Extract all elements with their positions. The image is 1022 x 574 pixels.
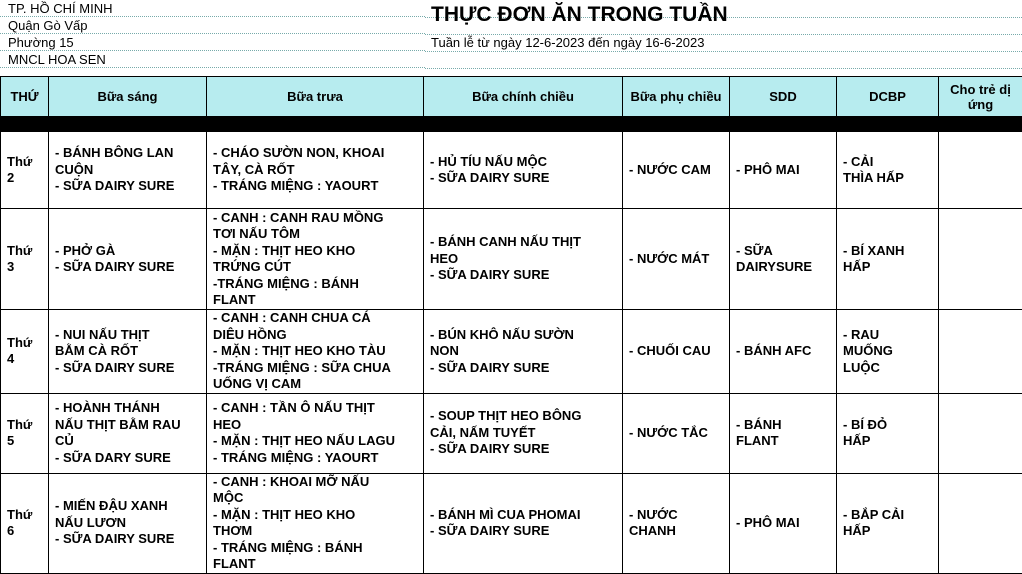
col-header-lunch: Bữa trưa <box>207 77 424 117</box>
separator-row <box>1 117 1022 132</box>
cell-line: - CANH : TẦN Ô NẤU THỊT <box>213 400 417 417</box>
cell-sdd <box>730 473 837 573</box>
cell-allergy <box>939 132 1022 209</box>
cell-line: HẤP <box>843 523 932 540</box>
cell-line: CỦ <box>55 433 200 450</box>
cell-breakfast <box>49 132 207 209</box>
cell-line: - CHÁO SƯỜN NON, KHOAI <box>213 145 417 162</box>
cell-line: - TRÁNG MIỆNG : YAOURT <box>213 450 417 467</box>
cell-line: - BÁNH BÔNG LAN <box>55 145 200 162</box>
col-header-day: THỨ <box>1 77 49 117</box>
cell-sdd <box>730 132 837 209</box>
cell-line: 2 <box>7 170 42 186</box>
cell-sdd <box>730 393 837 473</box>
cell-line: 5 <box>7 433 42 449</box>
cell-line: DAIRYSURE <box>736 259 830 276</box>
cell-line: Thứ <box>7 417 42 433</box>
cell-line: - SỮA <box>736 243 830 260</box>
cell-day <box>1 310 49 394</box>
cell-afternoon-main <box>424 473 623 573</box>
cell-line: CẢI, NẤM TUYẾT <box>430 425 616 442</box>
cell-afternoon-main <box>424 209 623 310</box>
cell-line: - BÚN KHÔ NẤU SƯỜN <box>430 327 616 344</box>
cell-line: THƠM <box>213 523 417 540</box>
cell-line: - HOÀNH THÁNH <box>55 400 200 417</box>
cell-day <box>1 209 49 310</box>
cell-line: Thứ <box>7 243 42 259</box>
week-range: Tuần lễ từ ngày 12-6-2023 đến ngày 16-6-2023 <box>431 35 704 50</box>
cell-breakfast <box>49 310 207 394</box>
cell-line: CHANH <box>629 523 723 540</box>
cell-line: - NUI NẤU THỊT <box>55 327 200 344</box>
cell-line: HẤP <box>843 259 932 276</box>
cell-line: - MẶN : THỊT HEO NẤU LAGU <box>213 433 417 450</box>
cell-line: - BÁNH MÌ CUA PHOMAI <box>430 507 616 524</box>
cell-line: - SỮA DAIRY SURE <box>55 531 200 548</box>
cell-line: - SỮA DAIRY SURE <box>430 523 616 540</box>
cell-line: - SỮA DAIRY SURE <box>55 360 200 377</box>
cell-line: - BÁNH <box>736 417 830 434</box>
cell-line: CUỘN <box>55 162 200 179</box>
cell-line: 4 <box>7 351 42 367</box>
cell-line: NON <box>430 343 616 360</box>
cell-line: -TRÁNG MIỆNG : SỮA CHUA <box>213 360 417 377</box>
cell-line: NẤU LƯƠN <box>55 515 200 532</box>
cell-line: - NƯỚC TẮC <box>629 425 723 442</box>
cell-day <box>1 393 49 473</box>
cell-afternoon-snack <box>623 393 730 473</box>
cell-breakfast <box>49 393 207 473</box>
cell-allergy <box>939 209 1022 310</box>
cell-line: THÌA HẤP <box>843 170 932 187</box>
cell-lunch <box>207 209 424 310</box>
cell-line: MUỐNG <box>843 343 932 360</box>
cell-sdd <box>730 209 837 310</box>
menu-table <box>0 76 1022 574</box>
cell-afternoon-main <box>424 393 623 473</box>
cell-allergy <box>939 473 1022 573</box>
cell-line: - NƯỚC CAM <box>629 162 723 179</box>
cell-line: - SỮA DAIRY SURE <box>430 441 616 458</box>
cell-line: - MẶN : THỊT HEO KHO <box>213 243 417 260</box>
cell-afternoon-main <box>424 132 623 209</box>
cell-line: DIÊU HỒNG <box>213 327 417 344</box>
cell-afternoon-snack <box>623 209 730 310</box>
cell-lunch <box>207 310 424 394</box>
cell-breakfast <box>49 209 207 310</box>
col-header-allergy: Cho trẻ dị ứng <box>939 77 1022 117</box>
cell-line: - BÁNH CANH NẤU THỊT <box>430 234 616 251</box>
cell-dcbp <box>837 310 939 394</box>
cell-afternoon-main <box>424 310 623 394</box>
cell-line: HEO <box>430 251 616 268</box>
cell-allergy <box>939 393 1022 473</box>
cell-line: TRỨNG CÚT <box>213 259 417 276</box>
cell-line: - BÍ ĐỎ <box>843 417 932 434</box>
cell-line: - PHÔ MAI <box>736 162 830 179</box>
cell-line: - TRÁNG MIỆNG : BÁNH <box>213 540 417 557</box>
cell-line: FLANT <box>213 556 417 573</box>
col-header-breakfast: Bữa sáng <box>49 77 207 117</box>
cell-line: - BÁNH AFC <box>736 343 830 360</box>
cell-line: - CHUỐI CAU <box>629 343 723 360</box>
cell-day <box>1 473 49 573</box>
cell-afternoon-snack <box>623 132 730 209</box>
cell-line: NẤU THỊT BẰM RAU <box>55 417 200 434</box>
cell-line: - SOUP THỊT HEO BÔNG <box>430 408 616 425</box>
cell-afternoon-snack <box>623 473 730 573</box>
header-district: Quận Gò Vấp <box>0 17 425 34</box>
cell-line: - SỮA DARY SURE <box>55 450 200 467</box>
cell-line: MỘC <box>213 490 417 507</box>
cell-line: - MẶN : THỊT HEO KHO TÀU <box>213 343 417 360</box>
cell-lunch <box>207 473 424 573</box>
table-row <box>1 209 1022 310</box>
header-school: MNCL HOA SEN <box>0 51 425 68</box>
cell-line: - HỦ TÍU NẤU MỘC <box>430 154 616 171</box>
cell-line: - MIẾN ĐẬU XANH <box>55 498 200 515</box>
cell-line: - SỮA DAIRY SURE <box>430 170 616 187</box>
cell-line: BẰM CÀ RỐT <box>55 343 200 360</box>
table-row <box>1 393 1022 473</box>
cell-line: TÂY, CÀ RỐT <box>213 162 417 179</box>
cell-dcbp <box>837 393 939 473</box>
page-title: THỰC ĐƠN ĂN TRONG TUẦN <box>431 3 728 27</box>
cell-line: - SỮA DAIRY SURE <box>430 267 616 284</box>
table-row <box>1 310 1022 394</box>
cell-line: - BÍ XANH <box>843 243 932 260</box>
col-header-afternoon-snack: Bữa phụ chiều <box>623 77 730 117</box>
cell-line: - CANH : CANH CHUA CÁ <box>213 310 417 327</box>
cell-sdd <box>730 310 837 394</box>
cell-line: LUỘC <box>843 360 932 377</box>
cell-line: - CANH : CANH RAU MỒNG <box>213 210 417 227</box>
cell-line: - PHÔ MAI <box>736 515 830 532</box>
table-header-row <box>1 77 1022 117</box>
cell-line: - CẢI <box>843 154 932 171</box>
cell-line: UỐNG VỊ CAM <box>213 376 417 393</box>
cell-line: HEO <box>213 417 417 434</box>
cell-allergy <box>939 310 1022 394</box>
cell-line: - PHỞ GÀ <box>55 243 200 260</box>
cell-line: - MẶN : THỊT HEO KHO <box>213 507 417 524</box>
table-row <box>1 473 1022 573</box>
col-header-afternoon-main: Bữa chính chiều <box>424 77 623 117</box>
cell-line: HẤP <box>843 433 932 450</box>
header-ward: Phường 15 <box>0 34 425 51</box>
cell-afternoon-snack <box>623 310 730 394</box>
cell-line: - TRÁNG MIỆNG : YAOURT <box>213 178 417 195</box>
cell-line: -TRÁNG MIỆNG : BÁNH <box>213 276 417 293</box>
cell-line: Thứ <box>7 507 42 523</box>
cell-line: 6 <box>7 523 42 539</box>
cell-line: TƠI NẤU TÔM <box>213 226 417 243</box>
cell-breakfast <box>49 473 207 573</box>
header-location-block <box>0 0 425 68</box>
cell-line: - NƯỚC <box>629 507 723 524</box>
table-row <box>1 132 1022 209</box>
cell-lunch <box>207 393 424 473</box>
cell-dcbp <box>837 209 939 310</box>
cell-line: - RAU <box>843 327 932 344</box>
cell-dcbp <box>837 132 939 209</box>
col-header-sdd: SDD <box>730 77 837 117</box>
cell-line: FLANT <box>213 292 417 309</box>
cell-line: - CANH : KHOAI MỠ NẤU <box>213 474 417 491</box>
cell-line: - NƯỚC MÁT <box>629 251 723 268</box>
cell-dcbp <box>837 473 939 573</box>
cell-line: Thứ <box>7 154 42 170</box>
cell-line: Thứ <box>7 335 42 351</box>
cell-day <box>1 132 49 209</box>
header-city: TP. HỒ CHÍ MINH <box>0 0 425 17</box>
cell-line: - BẮP CẢI <box>843 507 932 524</box>
cell-line: FLANT <box>736 433 830 450</box>
cell-line: 3 <box>7 259 42 275</box>
cell-line: - SỮA DAIRY SURE <box>55 178 200 195</box>
cell-line: - SỮA DAIRY SURE <box>55 259 200 276</box>
col-header-dcbp: DCBP <box>837 77 939 117</box>
cell-line: - SỮA DAIRY SURE <box>430 360 616 377</box>
cell-lunch <box>207 132 424 209</box>
